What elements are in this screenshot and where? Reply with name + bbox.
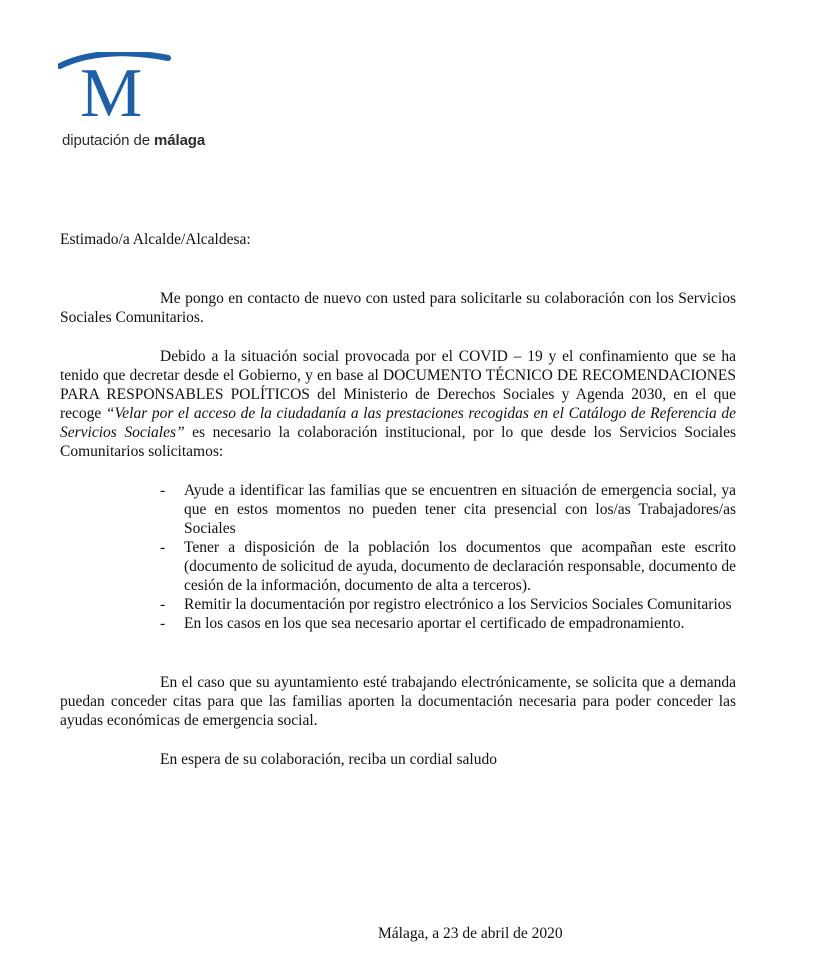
request-text: Remitir la documentación por registro electrónico a los Servicios Sociales Comunitarios: [184, 596, 732, 613]
m-logo-icon: [58, 52, 178, 124]
logo-caption-regular: diputación de: [62, 132, 155, 149]
request-bullet: -: [160, 539, 166, 556]
place-date: Málaga, a 23 de abril de 2020: [378, 925, 563, 942]
diputacion-logo: [58, 52, 218, 152]
request-text: En los casos en los que sea necesario aportar el certificado de empadronamiento.: [184, 615, 685, 632]
closing: En espera de su colaboración, reciba un cordial saludo: [160, 751, 497, 768]
salutation: Estimado/a Alcalde/Alcaldesa:: [60, 231, 251, 248]
request-item: [160, 481, 736, 538]
request-item: [160, 595, 736, 614]
request-bullet: -: [160, 596, 166, 613]
paragraph-context-part-1: Debido a la situación social provocada por el COVID – 19 y el confinamiento que se ha tenido que decretar desde el Gobierno, y en base al DOCUMENTO TÉCNICO DE RECOMENDACIONES PARA RESPONSABLES POLÍTICOS del Ministerio de Derechos Sociales y Agenda 2030, en el que recoge: [60, 348, 736, 422]
request-item: [160, 538, 736, 595]
request-item: [160, 614, 736, 633]
request-bullet: -: [160, 615, 166, 632]
logo-caption-bold: málaga: [154, 132, 206, 149]
paragraph-context-quote: “Velar por el acceso de la ciudadanía a las prestaciones recogidas en el Catálogo de Referencia de Servicios Sociales”: [60, 405, 736, 441]
paragraph-context-part-2: es necesario la colaboración institucional, por lo que desde los Servicios Sociales Comunitarios solicitamos:: [60, 424, 736, 460]
paragraph-context: [60, 347, 736, 461]
paragraph-intro: Me pongo en contacto de nuevo con usted para solicitarle su colaboración con los Servicios Sociales Comunitarios.: [60, 290, 736, 326]
requests-list: [160, 481, 736, 633]
request-text: Tener a disposición de la población los documentos que acompañan este escrito (documento de solicitud de ayuda, documento de declaración responsable, documento de cesión de la información, documento de alta a terceros).: [184, 539, 736, 594]
paragraph-request: En el caso que su ayuntamiento esté trabajando electrónicamente, se solicita que a demanda puedan conceder citas para que las familias aporten la documentación necesaria para poder conceder las ayudas económicas de emergencia social.: [60, 674, 736, 729]
request-text: Ayude a identificar las familias que se encuentren en situación de emergencia social, ya que en estos momentos no pueden tener cita presencial con los/as Trabajadores/as Sociales: [184, 482, 736, 537]
logo-mark: M: [80, 55, 143, 124]
request-bullet: -: [160, 482, 166, 499]
logo-caption: [62, 132, 205, 149]
